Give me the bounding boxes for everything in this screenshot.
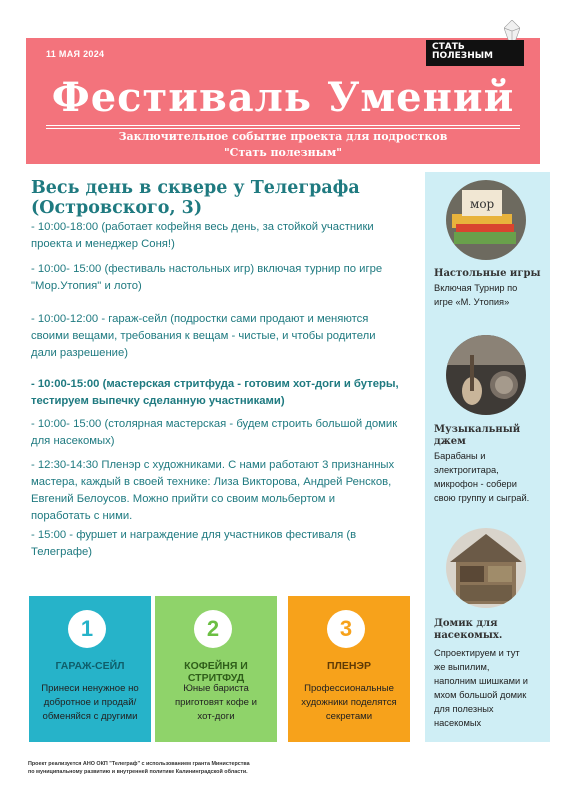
sidebar-text-line: Барабаны и [434,451,486,461]
card-text-line: обменяйся с другими [42,711,138,722]
logo-line-2: ПОЛЕЗНЫМ [432,51,494,61]
sidebar-item-text [434,281,546,309]
card-text [159,682,273,724]
event-date: 11 МАЯ 2024 [46,49,105,59]
schedule-line: - 15:00 - фуршет и награждение для участников фестиваля (в [31,529,357,541]
schedule-line: - 10:00-12:00 - гараж-сейл (подростки сами продают и меняются [31,313,369,325]
sidebar-item-text [434,449,546,505]
footer-line: Проект реализуется АНО ОКП "Телеграф" с использованием гранта Министерства [28,761,250,767]
sidebar-text-line: Спроектируем и тут [434,648,520,658]
sidebar-item-text [434,646,546,730]
sidebar-text-line: насекомых [434,718,482,728]
sidebar-item-title [434,424,520,448]
sidebar-text-line: наполним шишками и [434,676,528,686]
sidebar-text-line: Включая Турнир по [434,283,518,293]
sidebar-text-line: же выпилим, [434,662,490,672]
heading-line-2: (Островского, 3) [31,198,203,218]
subtitle-line-1: Заключительное событие проекта для подростков [118,130,448,143]
logo-line-1: СТАТЬ [432,42,465,52]
heading-line-1: Весь день в сквере у Телеграфа [31,178,360,198]
card-text-line: хот-доги [197,711,235,722]
card-text-line: художники поделятся [301,697,397,708]
footer-grant-note [28,760,388,776]
schedule-line: поработать с ними. [31,510,133,522]
sidebar-title-line: Музыкальный [434,424,521,435]
page-title: Фестиваль Умений [51,74,515,121]
schedule-item-board-games [31,261,411,295]
card-text-line: секретами [325,711,373,722]
card-text [33,682,147,724]
schedule-line: мастера, каждый в своей технике: Лиза Викторова, Андрей Ренсков, [31,476,392,488]
sidebar-title-line: Домик для [434,618,498,629]
card-number: 3 [327,610,365,648]
header-banner [26,38,540,164]
card-plein-air [288,596,410,742]
card-title: ПЛЕНЭР [327,660,371,672]
sidebar-text-line: свою группу и сыграй. [434,493,530,503]
schedule-line: - 10:00-18:00 (работает кофейня весь день, за стойкой участники [31,221,374,233]
card-number: 1 [68,610,106,648]
schedule-item-streetfood [31,376,411,410]
schedule-item-garage-sale [31,311,411,362]
card-number: 2 [194,610,232,648]
card-text [292,682,406,724]
schedule-line: Евгений Белоусов. Можно прийти со своим мольбертом и [31,493,336,505]
location-heading [31,178,401,218]
card-text-line: Принеси ненужное но [41,683,139,694]
schedule-item-plein-air [31,457,411,525]
schedule-line: Телеграфе) [31,546,93,558]
schedule-line: дали разрешение) [31,347,129,359]
schedule-line: - 12:30-14:30 Пленэр с художниками. С нами работают 3 признанных [31,459,395,471]
sidebar-title-line: насекомых. [434,630,503,641]
sidebar-text-line: игре «М. Утопия» [434,297,510,307]
sidebar-panel [425,172,550,742]
schedule-line: - 10:00- 15:00 (столярная мастерская - будем строить большой домик [31,418,398,430]
card-text-line: Профессиональные [304,683,394,694]
sidebar-item-title: Настольные игры [434,268,541,279]
card-title: КОФЕЙНЯ И СТРИТФУД [184,660,248,684]
music-jam-photo [446,335,526,415]
sidebar-text-line: для полезных [434,704,494,714]
sidebar-item-title [434,618,502,642]
sidebar-text-line: электрогитара, [434,465,499,475]
card-text-line: Юные бариста [183,683,249,694]
logo-crystal-icon [504,20,520,42]
card-garage-sale [29,596,151,742]
subtitle-line-2: "Стать полезным" [223,146,343,159]
schedule-item-buffet [31,527,411,561]
sidebar-title-line: джем [434,436,466,447]
title-divider-top [46,125,520,126]
schedule-item-coffee [31,219,411,253]
insect-house-photo [446,528,526,608]
card-title: ГАРАЖ-СЕЙЛ [55,660,125,672]
svg-text:мор: мор [470,197,495,211]
schedule-line: - 10:00-15:00 (мастерская стритфуда - готовим хот-доги и бутеры, [31,378,399,390]
card-coffee-streetfood [155,596,277,742]
sidebar-text-line: микрофон - собери [434,479,517,489]
sidebar-text-line: мхом большой домик [434,690,527,700]
schedule-line: тестируем выпечку сделанную участниками) [31,395,285,407]
card-text-line: приготовят кофе и [174,697,258,708]
page-subtitle [26,129,540,161]
schedule-line: своими вещами, требования к вещам - чистые, и чтобы родители [31,330,376,342]
footer-line: по муниципальному развитию и внутренней политике Калининградской области. [28,769,248,775]
board-games-photo [446,180,526,260]
card-text-line: добротное и продай/ [43,697,137,708]
schedule-item-carpentry [31,416,411,450]
schedule-line: для насекомых) [31,435,115,447]
schedule-line: - 10:00- 15:00 (фестиваль настольных игр) включая турнир по игре [31,263,383,275]
schedule-line: проекта и менеджер Соня!) [31,238,175,250]
project-logo [426,40,524,66]
schedule-line: "Мор.Утопия" и лото) [31,280,142,292]
